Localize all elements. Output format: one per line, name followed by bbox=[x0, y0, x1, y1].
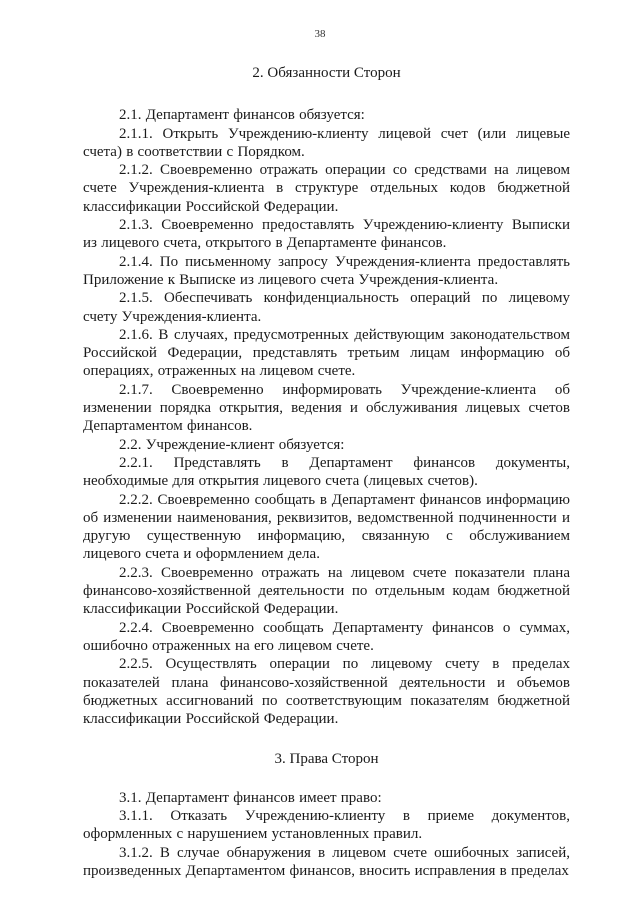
page-number: 38 bbox=[314, 28, 326, 40]
paragraph: 2.2.5. Осуществлять операции по лицевому счету в пределах показателей плана финансово-хозяйственной деятельности и объемов бюджетных ассигнований по соответствующим показателям бюджетной классификации Российской Федерации. bbox=[83, 656, 570, 728]
section-3-content bbox=[83, 789, 570, 880]
paragraph: 2.2. Учреждение-клиент обязуется: bbox=[119, 436, 345, 453]
paragraph: 2.1.7. Своевременно информировать Учреждение-клиента об изменении порядка открытия, ведения и обслуживания лицевых счетов Департаментом финансов. bbox=[83, 381, 570, 435]
document-body bbox=[83, 64, 570, 880]
paragraph: 3.1.2. В случае обнаружения в лицевом счете ошибочных записей, произведенных Департаментом финансов, вносить исправления в пределах bbox=[83, 844, 570, 879]
paragraph: 2.1.5. Обеспечивать конфиденциальность операций по лицевому счету Учреждения-клиента. bbox=[83, 290, 570, 325]
paragraph: 2.1.4. По письменному запросу Учреждения-клиента предоставлять Приложение к Выписке из лицевого счета Учреждения-клиента. bbox=[83, 253, 570, 288]
paragraph: 2.2.2. Своевременно сообщать в Департамент финансов информацию об изменении наименования, реквизитов, ведомственной подчиненности и другую существенную информацию, связанную с обслуживанием лицевого счета и оформлением дела. bbox=[83, 491, 570, 563]
paragraph: 2.1.6. В случаях, предусмотренных действующим законодательством Российской Федерации, представлять третьим лицам информацию об операциях, отраженных на лицевом счете. bbox=[83, 326, 570, 380]
paragraph: 2.2.4. Своевременно сообщать Департаменту финансов о суммах, ошибочно отраженных на его лицевом счете. bbox=[83, 619, 570, 654]
section-3-heading: 3. Права Сторон bbox=[274, 751, 379, 768]
paragraph: 3.1.1. Отказать Учреждению-клиенту в приеме документов, оформленных с нарушением установленных правил. bbox=[83, 807, 570, 843]
paragraph: 2.1.1. Открыть Учреждению-клиенту лицевой счет (или лицевые счета) в соответствии с Порядком. bbox=[83, 125, 570, 160]
paragraph: 3.1. Департамент финансов имеет право: bbox=[119, 789, 382, 806]
paragraph: 2.2.3. Своевременно отражать на лицевом счете показатели плана финансово-хозяйственной деятельности по отдельным кодам бюджетной классификации Российской Федерации. bbox=[83, 564, 570, 618]
paragraph: 2.2.1. Представлять в Департамент финансов документы, необходимые для открытия лицевого счета (лицевых счетов). bbox=[83, 454, 570, 490]
paragraph: 2.1.3. Своевременно предоставлять Учреждению-клиенту Выписки из лицевого счета, открытого в Департаменте финансов. bbox=[83, 217, 570, 252]
paragraph: 2.1.2. Своевременно отражать операции со средствами на лицевом счете Учреждения-клиента в структуре отдельных кодов бюджетной классификации Российской Федерации. bbox=[83, 162, 570, 215]
section-2-content bbox=[83, 106, 570, 728]
section-2-heading: 2. Обязанности Сторон bbox=[252, 65, 401, 81]
paragraph: 2.1. Департамент финансов обязуется: bbox=[119, 107, 365, 124]
